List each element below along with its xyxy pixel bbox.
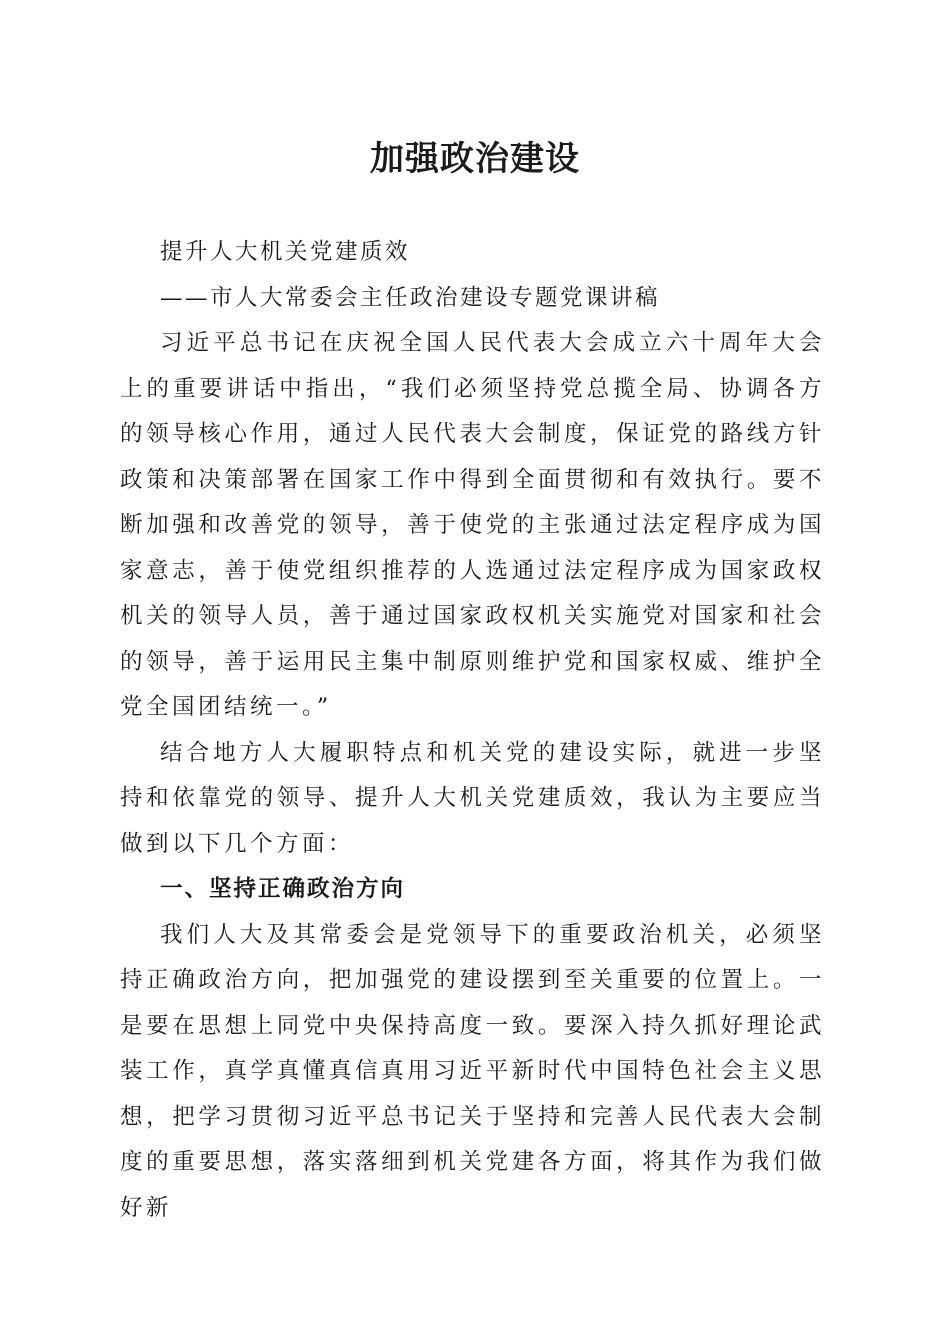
paragraph-intro: 结合地方人大履职特点和机关党的建设实际，就进一步坚持和依靠党的领导、提升人大机关党建质效，我认为主要应当做到以下几个方面： — [120, 739, 825, 857]
subtitle-line: 提升人大机关党建质效 — [160, 239, 411, 265]
paragraph-section-1: 我们人大及其常委会是党领导下的重要政治机关，必须坚持正确政治方向，把加强党的建设摆到至关重要的位置上。一是要在思想上同党中央保持高度一致。要深入持久抓好理论武装工作，真学真懂真信真用习近平新时代中国特色社会主义思想，把学习贯彻习近平总书记关于坚持和完善人民代表大会制度的重要思想，落实落细到机关党建各方面，将其作为我们做好新 — [120, 921, 825, 1221]
document-body — [120, 230, 825, 1231]
paragraph-quote: 习近平总书记在庆祝全国人民代表大会成立六十周年大会上的重要讲话中指出，“我们必须坚持党总揽全局、协调各方的领导核心作用，通过人民代表大会制度，保证党的路线方针政策和决策部署在国家工作中得到全面贯彻和有效执行。要不断加强和改善党的领导，善于使党的主张通过法定程序成为国家意志，善于使党组织推荐的人选通过法定程序成为国家政权机关的领导人员，善于通过国家政权机关实施党对国家和社会的领导，善于运用民主集中制原则维护党和国家权威、维护全党全国团结统一。” — [120, 330, 825, 720]
subtitle-byline: ——市人大常委会主任政治建设专题党课讲稿 — [160, 284, 661, 311]
document-title: 加强政治建设 — [370, 139, 580, 179]
section-heading-1: 一、坚持正确政治方向 — [160, 876, 406, 902]
